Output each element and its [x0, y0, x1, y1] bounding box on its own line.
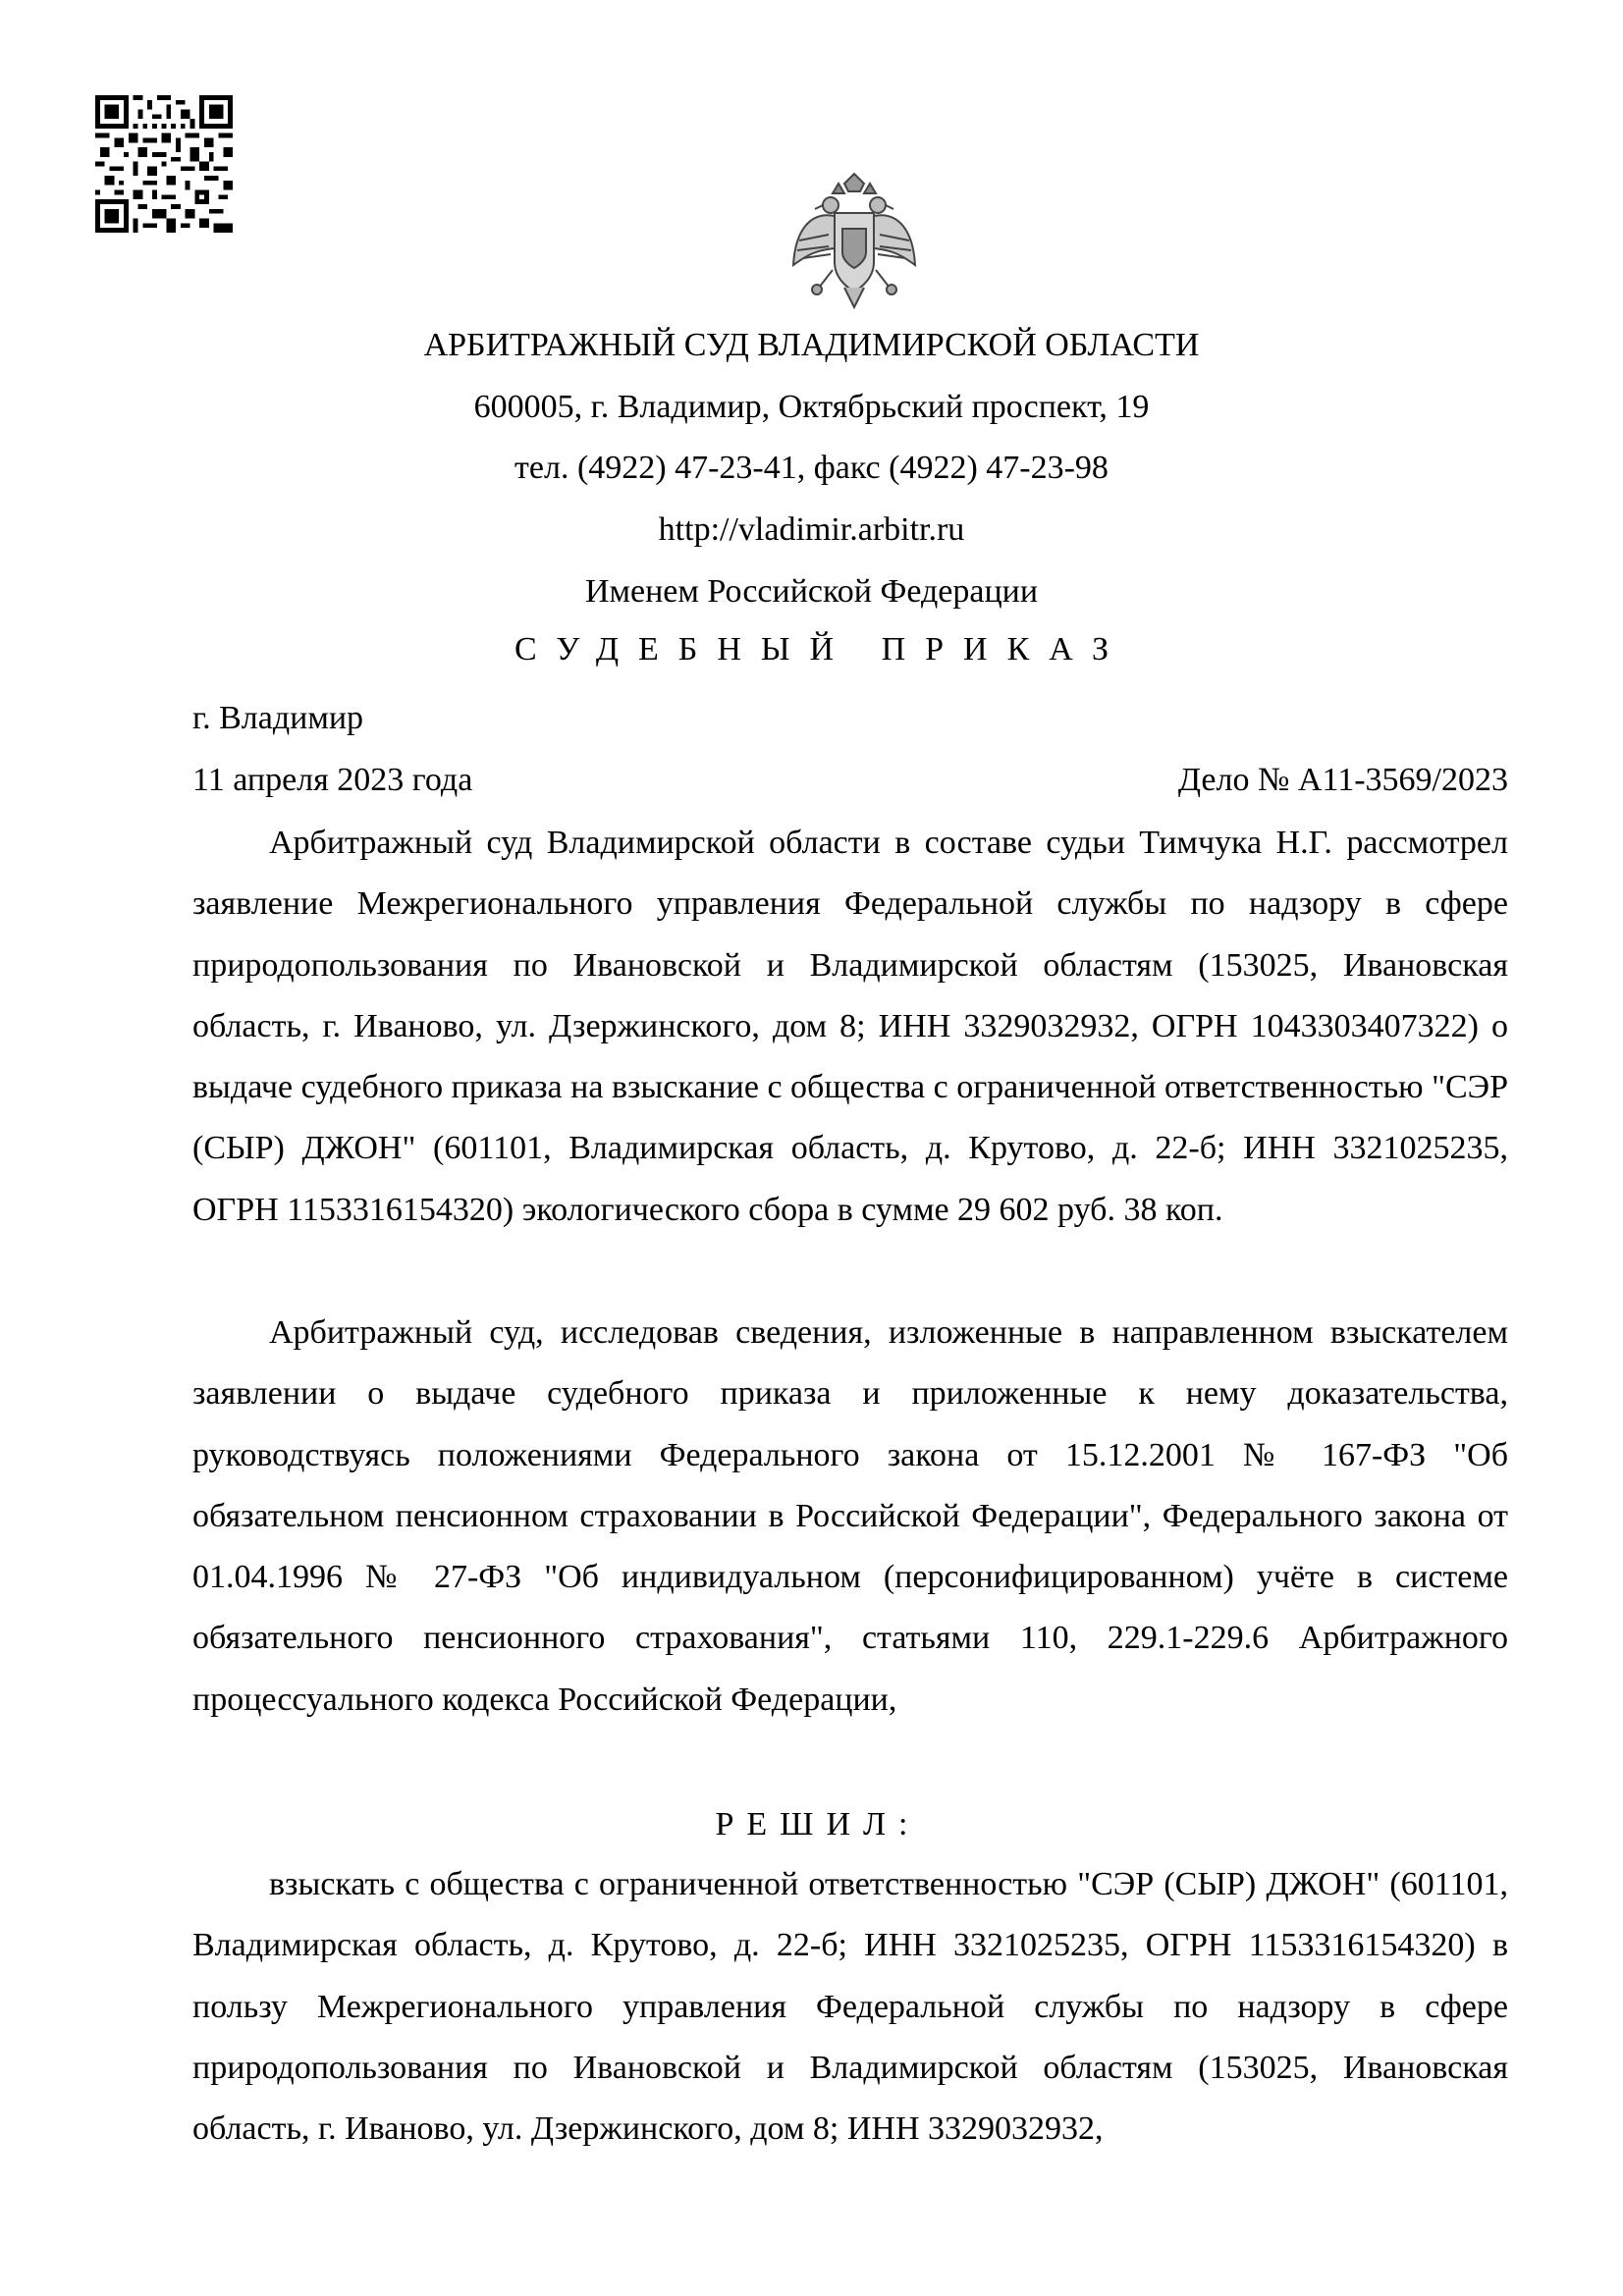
qr-code [95, 95, 233, 233]
court-address: 600005, г. Владимир, Октябрьский проспект, 19 [473, 389, 1150, 425]
court-website-link[interactable]: http://vladimir.arbitr.ru [658, 511, 965, 548]
court-phone-fax: тел. (4922) 47-23-41, факс (4922) 47-23-98 [514, 450, 1109, 486]
paragraph-claim: Арбитражный суд Владимирской области в составе судьи Тимчука Н.Г. рассмотрел заявление Межрегионального управления Федеральной службы по надзору в сфере природопользования по Ивановской и Владимирской областям (153025, Ивановская область, г. Иваново, ул. Дзержинского, дом 8; ИНН 3329032932, ОГРН 1043303407322) о выдаче судебного приказа на взыскание с общества с ограниченной ответственностью "СЭР (СЫР) ДЖОН" (601101, Владимирская область, д. Крутово, д. 22-б; ИНН 3321025235, ОГРН 1153316154320) экологического сбора в сумме 29 602 руб. 38 коп. [192, 825, 1508, 1228]
paragraph-decision: взыскать с общества с ограниченной ответственностью "СЭР (СЫР) ДЖОН" (601101, Владимирская область, д. Крутово, д. 22-б; ИНН 3321025235, ОГРН 1153316154320) в пользу Межрегионального управления Федеральной службы по надзору в сфере природопользования по Ивановской и Владимирской областям (153025, Ивановская область, г. Иваново, ул. Дзержинского, дом 8; ИНН 3329032932, [192, 1866, 1508, 2148]
city: г. Владимир [192, 700, 364, 736]
coat-of-arms-emblem [785, 172, 923, 319]
document-title: СУДЕБНЫЙ ПРИКАЗ [514, 631, 1129, 667]
case-number: Дело № А11-3569/2023 [1177, 762, 1508, 798]
in-the-name-line: Именем Российской Федерации [584, 573, 1039, 610]
decision-heading: РЕШИЛ: [715, 1806, 921, 1842]
paragraph-grounds: Арбитражный суд, исследовав сведения, изложенные в направленном взыскателем заявлении о выдаче судебного приказа и приложенные к нему доказательства, руководствуясь положениями Федерального закона от 15.12.2001 № 167-ФЗ "Об обязательном пенсионном страховании в Российской Федерации", Федерального закона от 01.04.1996 № 27-ФЗ "Об индивидуальном (персонифицированном) учёте в системе обязательного пенсионного страхования", статьями 110, 229.1-229.6 Арбитражного процессуального кодекса Российской Федерации, [192, 1314, 1508, 1718]
order-date: 11 апреля 2023 года [192, 762, 473, 798]
court-name: АРБИТРАЖНЫЙ СУД ВЛАДИМИРСКОЙ ОБЛАСТИ [423, 327, 1200, 363]
